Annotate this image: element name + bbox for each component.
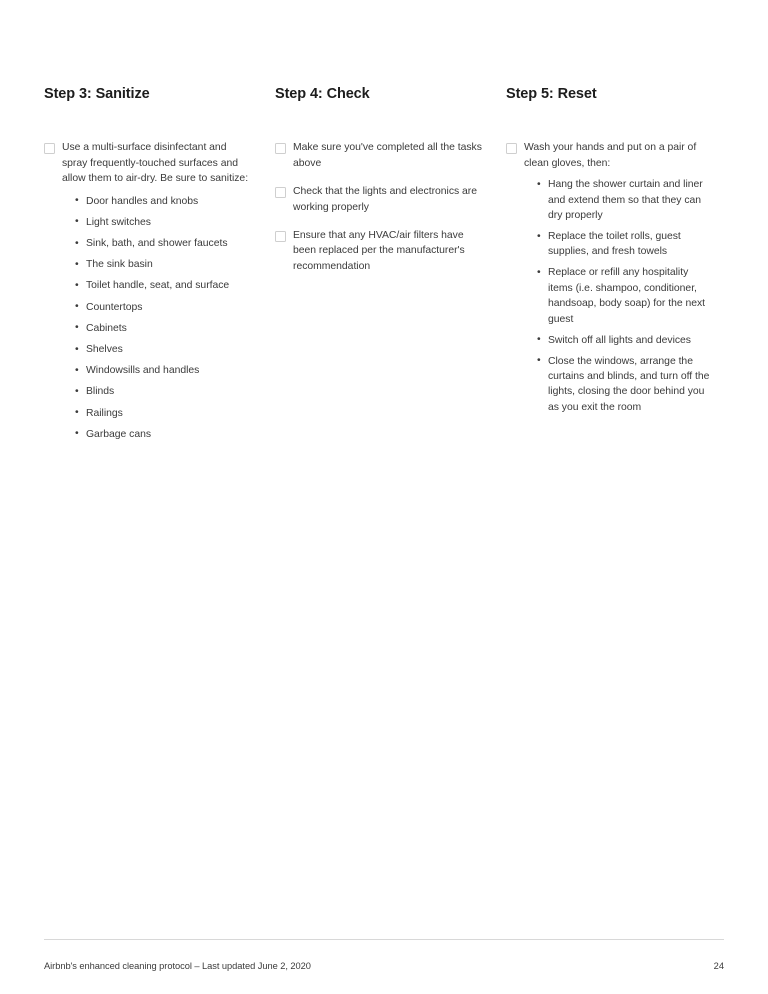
bullet-list — [62, 194, 252, 443]
footer-divider — [44, 939, 724, 940]
list-item: • Railings — [75, 406, 252, 421]
checklist-item-label: Use a multi-surface disinfectant and spray frequently-touched surfaces and allow them to air-dry. Be sure to sanitize: — [62, 142, 249, 185]
checkbox-icon[interactable] — [275, 231, 286, 242]
checklist-item-label: Make sure you've completed all the tasks above — [293, 142, 482, 169]
checklist-item[interactable] — [275, 184, 483, 215]
checkbox-icon[interactable] — [275, 187, 286, 198]
list-item: • Sink, bath, and shower faucets — [75, 236, 252, 251]
column-heading-check: Step 4: Check — [275, 86, 370, 102]
bullet-list — [524, 177, 714, 415]
list-item: • Replace or refill any hospitality items (i.e. shampoo, conditioner, handsoap, body soap) for the next guest — [537, 265, 714, 327]
checklist-item[interactable] — [44, 140, 252, 442]
list-item: • Hang the shower curtain and liner and extend them so that they can dry properly — [537, 177, 714, 223]
list-item: • Switch off all lights and devices — [537, 333, 714, 348]
checklist-item-label: Wash your hands and put on a pair of clean gloves, then: — [524, 142, 697, 169]
footer-document-title: Airbnb's enhanced cleaning protocol – Last updated June 2, 2020 — [44, 961, 311, 971]
checkbox-icon[interactable] — [44, 143, 55, 154]
list-item: • Garbage cans — [75, 427, 252, 442]
checklist-item[interactable] — [275, 140, 483, 171]
column-heading-sanitize: Step 3: Sanitize — [44, 86, 150, 102]
list-item: • Cabinets — [75, 321, 252, 336]
list-item: • Windowsills and handles — [75, 363, 252, 378]
list-item: • Shelves — [75, 342, 252, 357]
column-heading-reset: Step 5: Reset — [506, 86, 597, 102]
checkbox-icon[interactable] — [506, 143, 517, 154]
column-step-4-check — [275, 86, 483, 274]
list-item: • Blinds — [75, 384, 252, 399]
list-item: • Countertops — [75, 300, 252, 315]
list-item: • Close the windows, arrange the curtains and blinds, and turn off the lights, closing the door behind you as you exit the room — [537, 354, 714, 416]
checklist-item[interactable] — [275, 228, 483, 274]
checklist-item-label: Ensure that any HVAC/air filters have been replaced per the manufacturer's recommendation — [293, 230, 465, 272]
checkbox-icon[interactable] — [275, 143, 286, 154]
checklist-item[interactable] — [506, 140, 714, 415]
list-item: • Toilet handle, seat, and surface — [75, 278, 252, 293]
list-item: • Light switches — [75, 215, 252, 230]
page-footer — [44, 960, 724, 973]
column-step-5-reset — [506, 86, 714, 415]
checklist-item-label: Check that the lights and electronics are working properly — [293, 186, 478, 213]
list-item: • The sink basin — [75, 257, 252, 272]
list-item: • Replace the toilet rolls, guest supplies, and fresh towels — [537, 229, 714, 260]
list-item: • Door handles and knobs — [75, 194, 252, 209]
checklist-columns — [44, 86, 724, 448]
column-step-3-sanitize — [44, 86, 252, 448]
footer-page-number: 24 — [713, 961, 724, 971]
